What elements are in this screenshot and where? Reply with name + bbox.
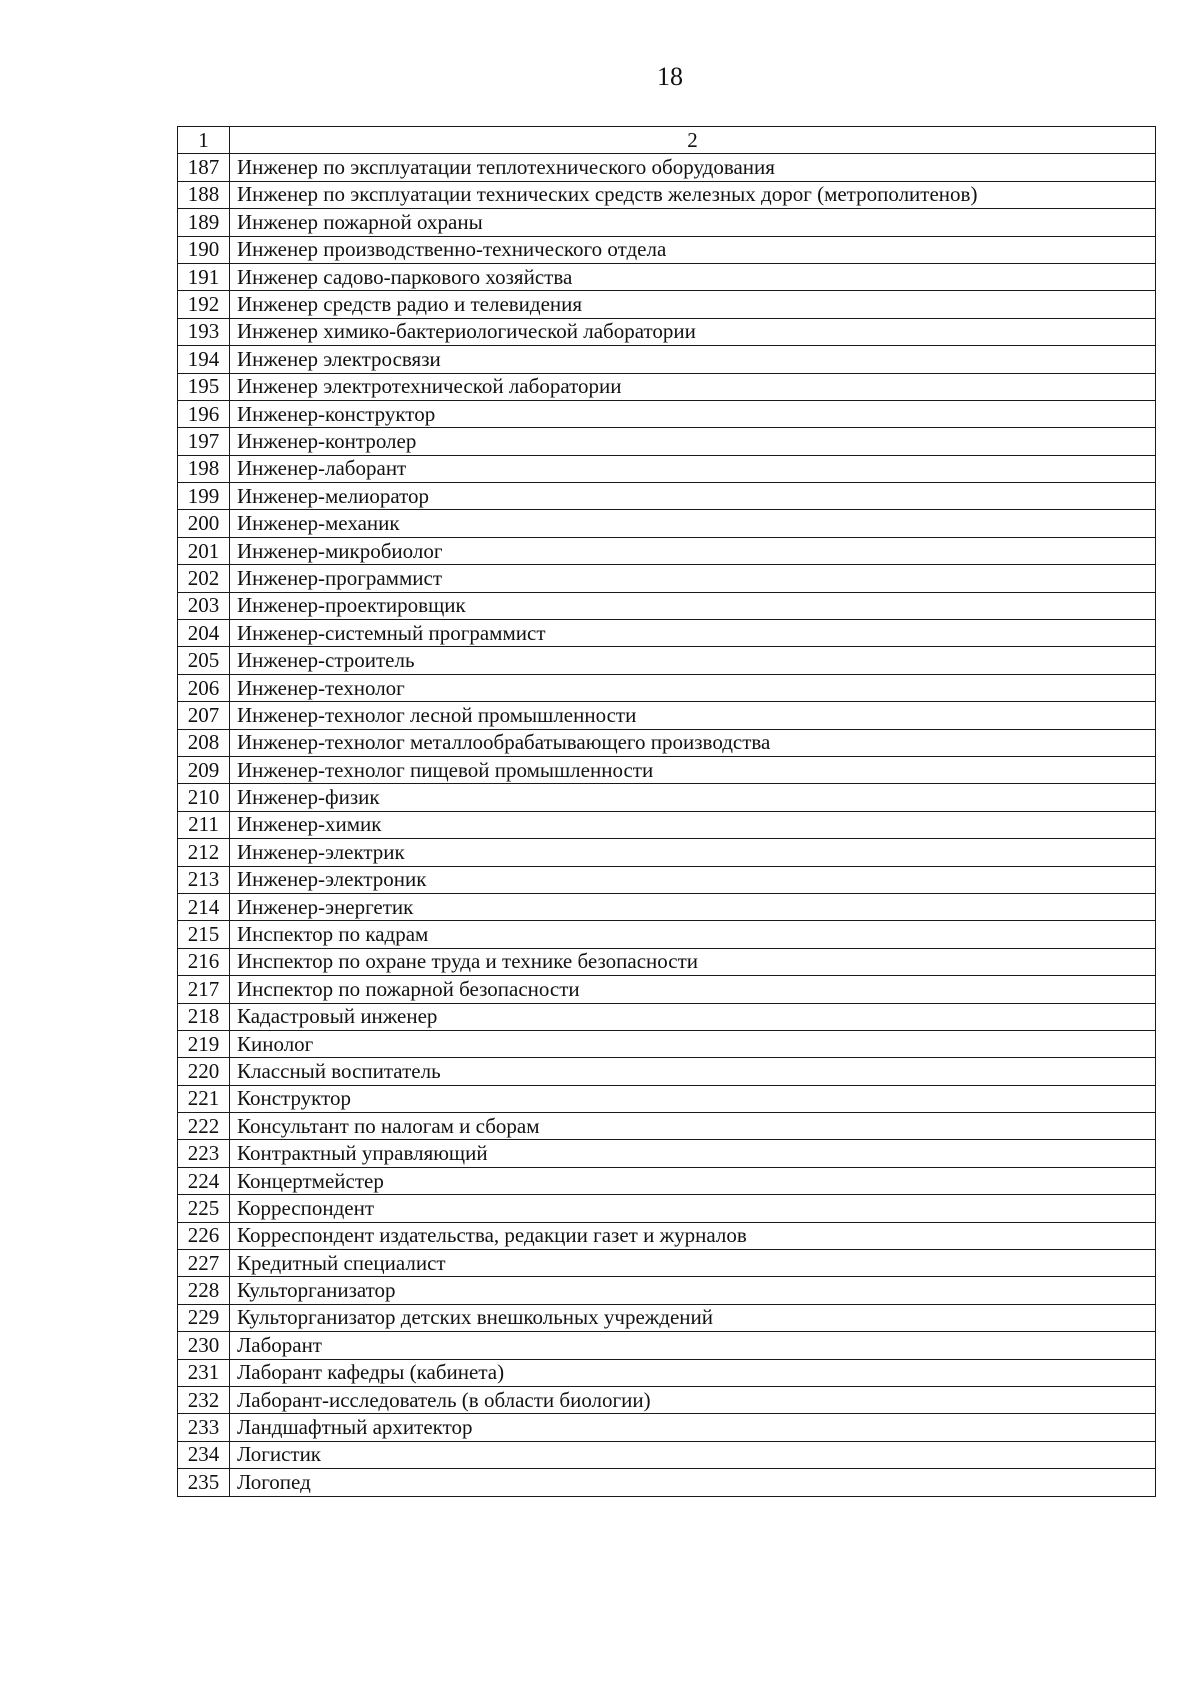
row-number-cell: 216: [178, 948, 230, 975]
row-number-cell: 226: [178, 1222, 230, 1249]
row-number-cell: 207: [178, 702, 230, 729]
table-row: [178, 154, 1156, 181]
row-number-cell: 229: [178, 1304, 230, 1331]
table-row: [178, 400, 1156, 427]
table-row: [178, 921, 1156, 948]
table-row: [178, 263, 1156, 290]
profession-title-cell: Инженер-технолог пищевой промышленности: [230, 756, 1156, 783]
profession-title-cell: Инженер-конструктор: [230, 400, 1156, 427]
table-row: [178, 1414, 1156, 1441]
row-number-cell: 192: [178, 291, 230, 318]
table-row: [178, 592, 1156, 619]
row-number-cell: 227: [178, 1250, 230, 1277]
row-number-cell: 190: [178, 236, 230, 263]
profession-title-cell: Инженер-программист: [230, 565, 1156, 592]
profession-title-cell: Конструктор: [230, 1085, 1156, 1112]
table-row: [178, 1058, 1156, 1085]
table-row: [178, 1250, 1156, 1277]
profession-title-cell: Инженер садово-паркового хозяйства: [230, 263, 1156, 290]
row-number-cell: 213: [178, 866, 230, 893]
table-row: [178, 209, 1156, 236]
table-row: [178, 565, 1156, 592]
profession-title-cell: Инженер-лаборант: [230, 455, 1156, 482]
row-number-cell: 194: [178, 346, 230, 373]
row-number-cell: 225: [178, 1195, 230, 1222]
table-row: [178, 784, 1156, 811]
row-number-cell: 206: [178, 674, 230, 701]
table-row: [178, 948, 1156, 975]
column-title-header: 2: [230, 127, 1156, 154]
row-number-cell: 195: [178, 373, 230, 400]
row-number-cell: 210: [178, 784, 230, 811]
table-row: [178, 318, 1156, 345]
profession-title-cell: Инспектор по охране труда и технике безопасности: [230, 948, 1156, 975]
table-row: [178, 455, 1156, 482]
row-number-cell: 211: [178, 811, 230, 838]
profession-title-cell: Инженер-технолог металлообрабатывающего производства: [230, 729, 1156, 756]
row-number-cell: 199: [178, 483, 230, 510]
row-number-cell: 233: [178, 1414, 230, 1441]
row-number-cell: 198: [178, 455, 230, 482]
profession-title-cell: Инженер-микробиолог: [230, 537, 1156, 564]
profession-title-cell: Инженер-технолог: [230, 674, 1156, 701]
column-number-header: 1: [178, 127, 230, 154]
profession-title-cell: Классный воспитатель: [230, 1058, 1156, 1085]
table-row: [178, 1140, 1156, 1167]
table-row: [178, 811, 1156, 838]
profession-title-cell: Инженер-химик: [230, 811, 1156, 838]
table-row: [178, 702, 1156, 729]
table-row: [178, 893, 1156, 920]
row-number-cell: 231: [178, 1359, 230, 1386]
profession-title-cell: Инженер-проектировщик: [230, 592, 1156, 619]
table-row: [178, 510, 1156, 537]
profession-title-cell: Лаборант кафедры (кабинета): [230, 1359, 1156, 1386]
profession-title-cell: Кадастровый инженер: [230, 1003, 1156, 1030]
profession-title-cell: Инженер-контролер: [230, 428, 1156, 455]
table-row: [178, 647, 1156, 674]
profession-title-cell: Инженер-электроник: [230, 866, 1156, 893]
row-number-cell: 228: [178, 1277, 230, 1304]
profession-title-cell: Кредитный специалист: [230, 1250, 1156, 1277]
row-number-cell: 230: [178, 1332, 230, 1359]
row-number-cell: 220: [178, 1058, 230, 1085]
table-row: [178, 620, 1156, 647]
profession-title-cell: Инспектор по кадрам: [230, 921, 1156, 948]
row-number-cell: 214: [178, 893, 230, 920]
table-row: [178, 839, 1156, 866]
profession-title-cell: Инженер-мелиоратор: [230, 483, 1156, 510]
row-number-cell: 202: [178, 565, 230, 592]
profession-title-cell: Инженер-электрик: [230, 839, 1156, 866]
profession-title-cell: Инженер средств радио и телевидения: [230, 291, 1156, 318]
row-number-cell: 187: [178, 154, 230, 181]
table-row: [178, 1003, 1156, 1030]
table-body: [178, 127, 1156, 1497]
row-number-cell: 205: [178, 647, 230, 674]
profession-title-cell: Инженер производственно-технического отдела: [230, 236, 1156, 263]
row-number-cell: 223: [178, 1140, 230, 1167]
row-number-cell: 197: [178, 428, 230, 455]
profession-title-cell: Ландшафтный архитектор: [230, 1414, 1156, 1441]
profession-title-cell: Культорганизатор: [230, 1277, 1156, 1304]
row-number-cell: 201: [178, 537, 230, 564]
row-number-cell: 217: [178, 976, 230, 1003]
profession-title-cell: Контрактный управляющий: [230, 1140, 1156, 1167]
profession-title-cell: Корреспондент издательства, редакции газет и журналов: [230, 1222, 1156, 1249]
profession-title-cell: Инженер электротехнической лаборатории: [230, 373, 1156, 400]
professions-table: [177, 126, 1156, 1497]
profession-title-cell: Инженер-строитель: [230, 647, 1156, 674]
row-number-cell: 235: [178, 1469, 230, 1496]
profession-title-cell: Инспектор по пожарной безопасности: [230, 976, 1156, 1003]
table-row: [178, 1359, 1156, 1386]
row-number-cell: 212: [178, 839, 230, 866]
profession-title-cell: Логистик: [230, 1441, 1156, 1468]
table-row: [178, 483, 1156, 510]
profession-title-cell: Инженер по эксплуатации теплотехнического оборудования: [230, 154, 1156, 181]
table-row: [178, 1441, 1156, 1468]
row-number-cell: 193: [178, 318, 230, 345]
row-number-cell: 221: [178, 1085, 230, 1112]
profession-title-cell: Культорганизатор детских внешкольных учреждений: [230, 1304, 1156, 1331]
table-row: [178, 1304, 1156, 1331]
table-row: [178, 976, 1156, 1003]
row-number-cell: 204: [178, 620, 230, 647]
table-header-row: [178, 127, 1156, 154]
table-row: [178, 236, 1156, 263]
table-row: [178, 181, 1156, 208]
table-row: [178, 674, 1156, 701]
table-row: [178, 1332, 1156, 1359]
profession-title-cell: Инженер химико-бактериологической лаборатории: [230, 318, 1156, 345]
table-row: [178, 1222, 1156, 1249]
row-number-cell: 196: [178, 400, 230, 427]
row-number-cell: 188: [178, 181, 230, 208]
table-row: [178, 1113, 1156, 1140]
table-row: [178, 537, 1156, 564]
profession-title-cell: Инженер-физик: [230, 784, 1156, 811]
row-number-cell: 215: [178, 921, 230, 948]
table-row: [178, 1167, 1156, 1194]
page-number: 18: [657, 62, 683, 91]
profession-title-cell: Инженер-механик: [230, 510, 1156, 537]
row-number-cell: 232: [178, 1386, 230, 1413]
row-number-cell: 222: [178, 1113, 230, 1140]
profession-title-cell: Лаборант: [230, 1332, 1156, 1359]
table-row: [178, 756, 1156, 783]
row-number-cell: 224: [178, 1167, 230, 1194]
table-row: [178, 373, 1156, 400]
row-number-cell: 189: [178, 209, 230, 236]
profession-title-cell: Инженер-технолог лесной промышленности: [230, 702, 1156, 729]
table-row: [178, 1195, 1156, 1222]
row-number-cell: 209: [178, 756, 230, 783]
row-number-cell: 208: [178, 729, 230, 756]
profession-title-cell: Инженер-системный программист: [230, 620, 1156, 647]
profession-title-cell: Концертмейстер: [230, 1167, 1156, 1194]
table-row: [178, 1085, 1156, 1112]
row-number-cell: 234: [178, 1441, 230, 1468]
table-row: [178, 1386, 1156, 1413]
profession-title-cell: Консультант по налогам и сборам: [230, 1113, 1156, 1140]
table-row: [178, 428, 1156, 455]
row-number-cell: 219: [178, 1030, 230, 1057]
profession-title-cell: Инженер пожарной охраны: [230, 209, 1156, 236]
profession-title-cell: Лаборант-исследователь (в области биологии): [230, 1386, 1156, 1413]
row-number-cell: 200: [178, 510, 230, 537]
row-number-cell: 191: [178, 263, 230, 290]
profession-title-cell: Инженер электросвязи: [230, 346, 1156, 373]
profession-title-cell: Кинолог: [230, 1030, 1156, 1057]
profession-title-cell: Логопед: [230, 1469, 1156, 1496]
table-row: [178, 346, 1156, 373]
profession-title-cell: Инженер-энергетик: [230, 893, 1156, 920]
table-row: [178, 729, 1156, 756]
row-number-cell: 218: [178, 1003, 230, 1030]
row-number-cell: 203: [178, 592, 230, 619]
table-row: [178, 866, 1156, 893]
table-row: [178, 1030, 1156, 1057]
table-row: [178, 1469, 1156, 1496]
table-row: [178, 291, 1156, 318]
profession-title-cell: Инженер по эксплуатации технических средств железных дорог (метрополитенов): [230, 181, 1156, 208]
profession-title-cell: Корреспондент: [230, 1195, 1156, 1222]
table-row: [178, 1277, 1156, 1304]
